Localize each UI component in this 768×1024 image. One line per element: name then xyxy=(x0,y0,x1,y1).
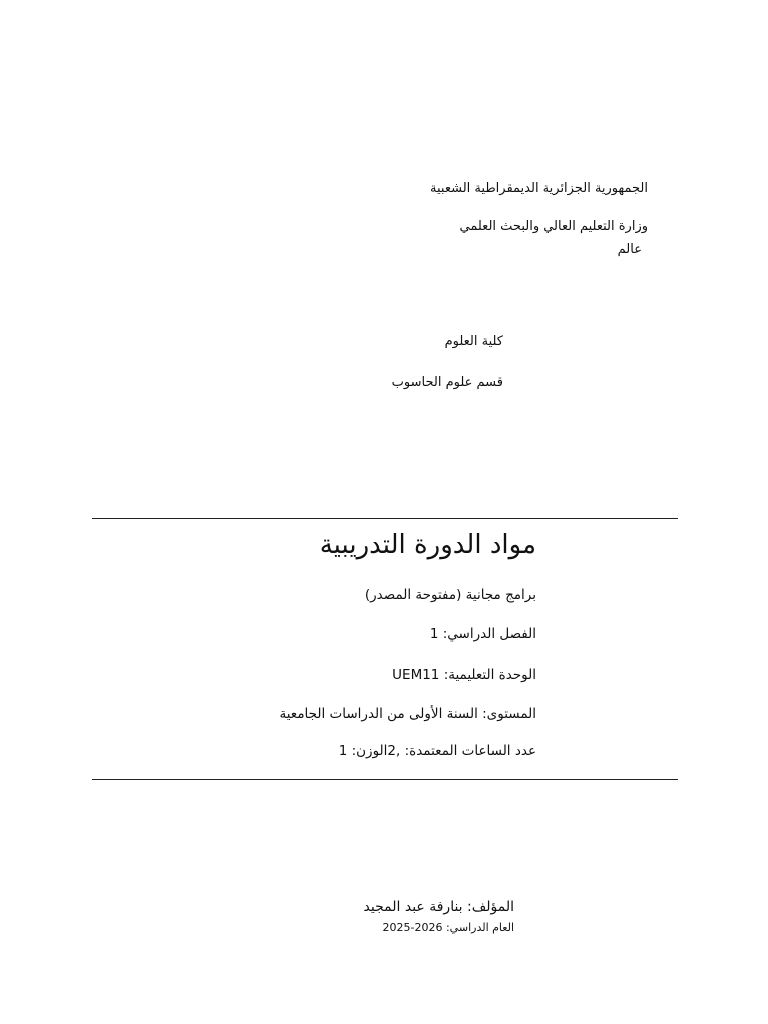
semester-info: الفصل الدراسي: 1 xyxy=(429,626,536,642)
academic-year: العام الدراسي: 2026-2025 xyxy=(382,921,514,934)
course-title: مواد الدورة التدريبية xyxy=(319,530,536,560)
faculty-name: كلية العلوم xyxy=(444,334,503,349)
author-name: المؤلف: بنارفة عبد المجيد xyxy=(363,899,514,915)
level-info: المستوى: السنة الأولى من الدراسات الجامعية xyxy=(279,706,536,722)
course-subtitle: برامج مجانية (مفتوحة المصدر) xyxy=(364,587,536,603)
ministry-heading-continuation: عالم xyxy=(617,242,642,257)
ministry-heading: وزارة التعليم العالي والبحث العلمي xyxy=(459,219,648,234)
top-divider xyxy=(92,518,678,519)
credits-info: عدد الساعات المعتمدة: ,2الوزن: 1 xyxy=(338,743,536,759)
department-name: قسم علوم الحاسوب xyxy=(391,375,503,390)
bottom-divider xyxy=(92,779,678,780)
republic-heading: الجمهورية الجزائرية الديمقراطية الشعبية xyxy=(430,181,648,196)
unit-info: الوحدة التعليمية: UEM11 xyxy=(392,667,536,683)
